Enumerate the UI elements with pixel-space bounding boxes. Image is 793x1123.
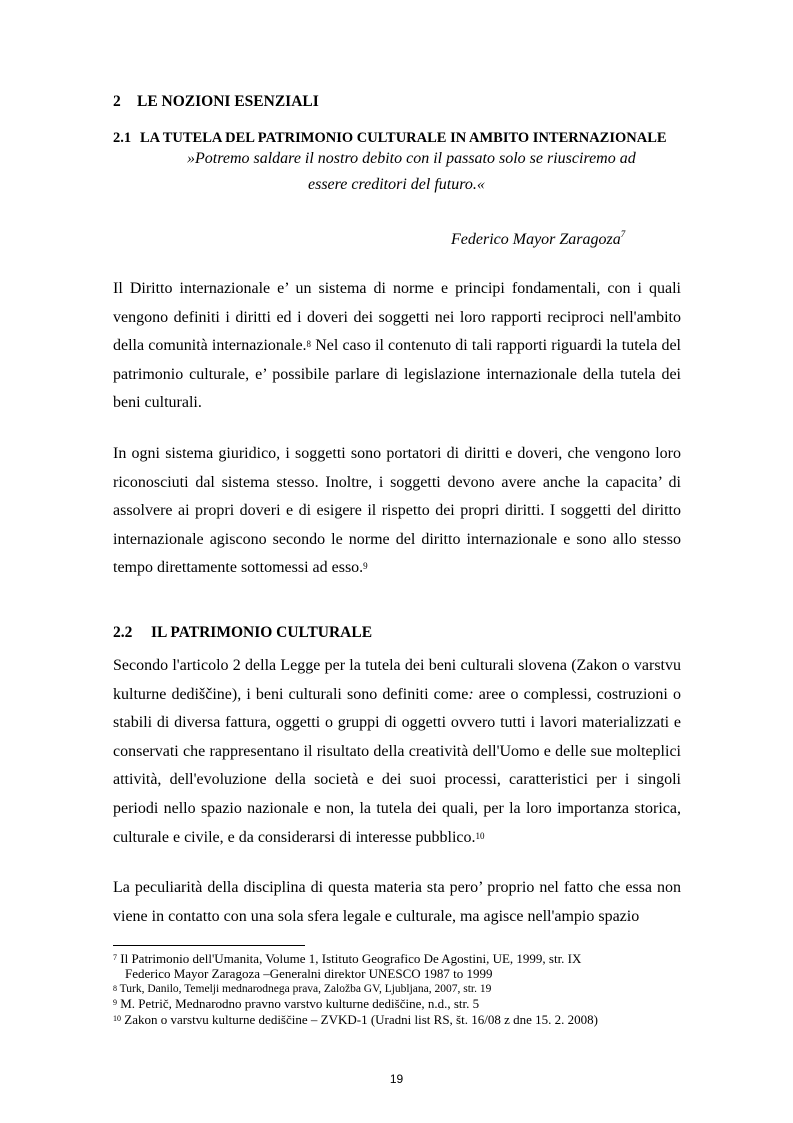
footnote-8 (113, 982, 491, 997)
footnote-mark: 7 (113, 953, 117, 962)
footnote-text: Turk, Danilo, Temelji mednarodnega prava, Založba GV, Ljubljana, 2007, str. 19 (119, 983, 492, 995)
footnote-9 (113, 996, 479, 1011)
footnote-text: M. Petrič, Mednarodno pravno varstvo kulturne dediščine, n.d., str. 5 (120, 996, 480, 1011)
footnote-mark: 9 (113, 998, 117, 1007)
chapter-number: 2 (113, 93, 121, 110)
footnote-text: Federico Mayor Zaragoza –Generalni direktor UNESCO 1987 to 1999 (125, 966, 493, 981)
page-number: 19 (389, 1072, 404, 1086)
section-heading-2-1 (113, 130, 667, 147)
section-title: LA TUTELA DEL PATRIMONIO CULTURALE IN AMBITO INTERNAZIONALE (140, 130, 667, 146)
footnote-7-continuation (125, 966, 493, 981)
footnote-10 (113, 1012, 598, 1027)
quote-line-1: »Potremo saldare il nostro debito con il passato solo se riusciremo ad (187, 150, 636, 167)
quote-line-2: essere creditori del futuro.« (308, 176, 485, 193)
footnote-ref-8: 8 (306, 339, 312, 350)
chapter-title: LE NOZIONI ESENZIALI (137, 93, 319, 110)
footnote-mark: 10 (113, 1014, 121, 1023)
paragraph-3-text-b: aree o complessi, costruzioni o stabili di diversa fattura, oggetti o gruppi di oggetti ovvero tutti i lavori materializzati e conservati che rappresentano il risultato della creatività dell'Uomo e delle sue molteplici attività, dell'evoluzione della società e dei suoi processi, caratteristici per i singoli periodi nello spazio nazionale e non, la tutela dei quali, per la loro importanza storica, culturale e civile, e da considerarsi di interesse pubblico. (113, 685, 681, 846)
section-number: 2.2 (113, 624, 133, 641)
footnote-ref-9: 9 (363, 561, 368, 572)
paragraph-3 (113, 652, 681, 852)
section-number: 2.1 (113, 130, 132, 146)
paragraph-2-text: In ogni sistema giuridico, i soggetti sono portatori di diritti e doveri, che vengono loro riconosciuti dal sistema stesso. Inoltre, i soggetti devono avere anche la capacita’ di assolvere ai propri doveri e di esigere il rispetto dei propri diritti. I soggetti del diritto internazionale agiscono secondo le norme del diritto internazionale e sono allo stesso tempo direttamente sottomessi ad esso. (113, 445, 681, 577)
footnote-ref-7: 7 (620, 229, 626, 239)
footnote-text: Zakon o varstvu kulturne dediščine – ZVKD-1 (Uradni list RS, št. 16/08 z dne 15. 2. 2008) (124, 1012, 598, 1027)
section-heading-2-2 (113, 624, 372, 642)
quote-author-name: Federico Mayor Zaragoza (451, 231, 621, 248)
footnote-mark: 8 (113, 984, 117, 993)
paragraph-3-colon: : (468, 685, 474, 703)
quote-author (451, 231, 625, 249)
section-title: IL PATRIMONIO CULTURALE (151, 624, 373, 641)
paragraph-1-text-a: Il Diritto internazionale e’ un sistema di norme e principi fondamentali, con i quali vengono definiti i diritti ed i doveri dei soggetti nei loro rapporti reciproci nell'ambito della comunità internazionale. (113, 280, 681, 355)
paragraph-3-text-a: Secondo l'articolo 2 della Legge per la tutela dei beni culturali slovena (Zakon o varstvu kulturne dediščine), i beni culturali sono definiti come (113, 657, 681, 703)
footnote-7 (113, 951, 581, 966)
paragraph-1 (113, 275, 681, 418)
footnote-text: Il Patrimonio dell'Umanita, Volume 1, Istituto Geografico De Agostini, UE, 1999, str. IX (120, 951, 582, 966)
paragraph-1-text-b: Nel caso il contenuto di tali rapporti riguardi la tutela del patrimonio culturale, e’ possibile parlare di legislazione internazionale della tutela dei beni culturali. (113, 337, 682, 412)
footnote-separator (113, 945, 305, 946)
paragraph-2 (113, 440, 681, 583)
paragraph-4: La peculiarità della disciplina di questa materia sta pero’ proprio nel fatto che essa non viene in contatto con una sola sfera legale e culturale, ma agisce nell'ampio spazio (113, 879, 681, 925)
footnote-ref-10: 10 (475, 830, 485, 841)
chapter-heading (113, 93, 319, 111)
